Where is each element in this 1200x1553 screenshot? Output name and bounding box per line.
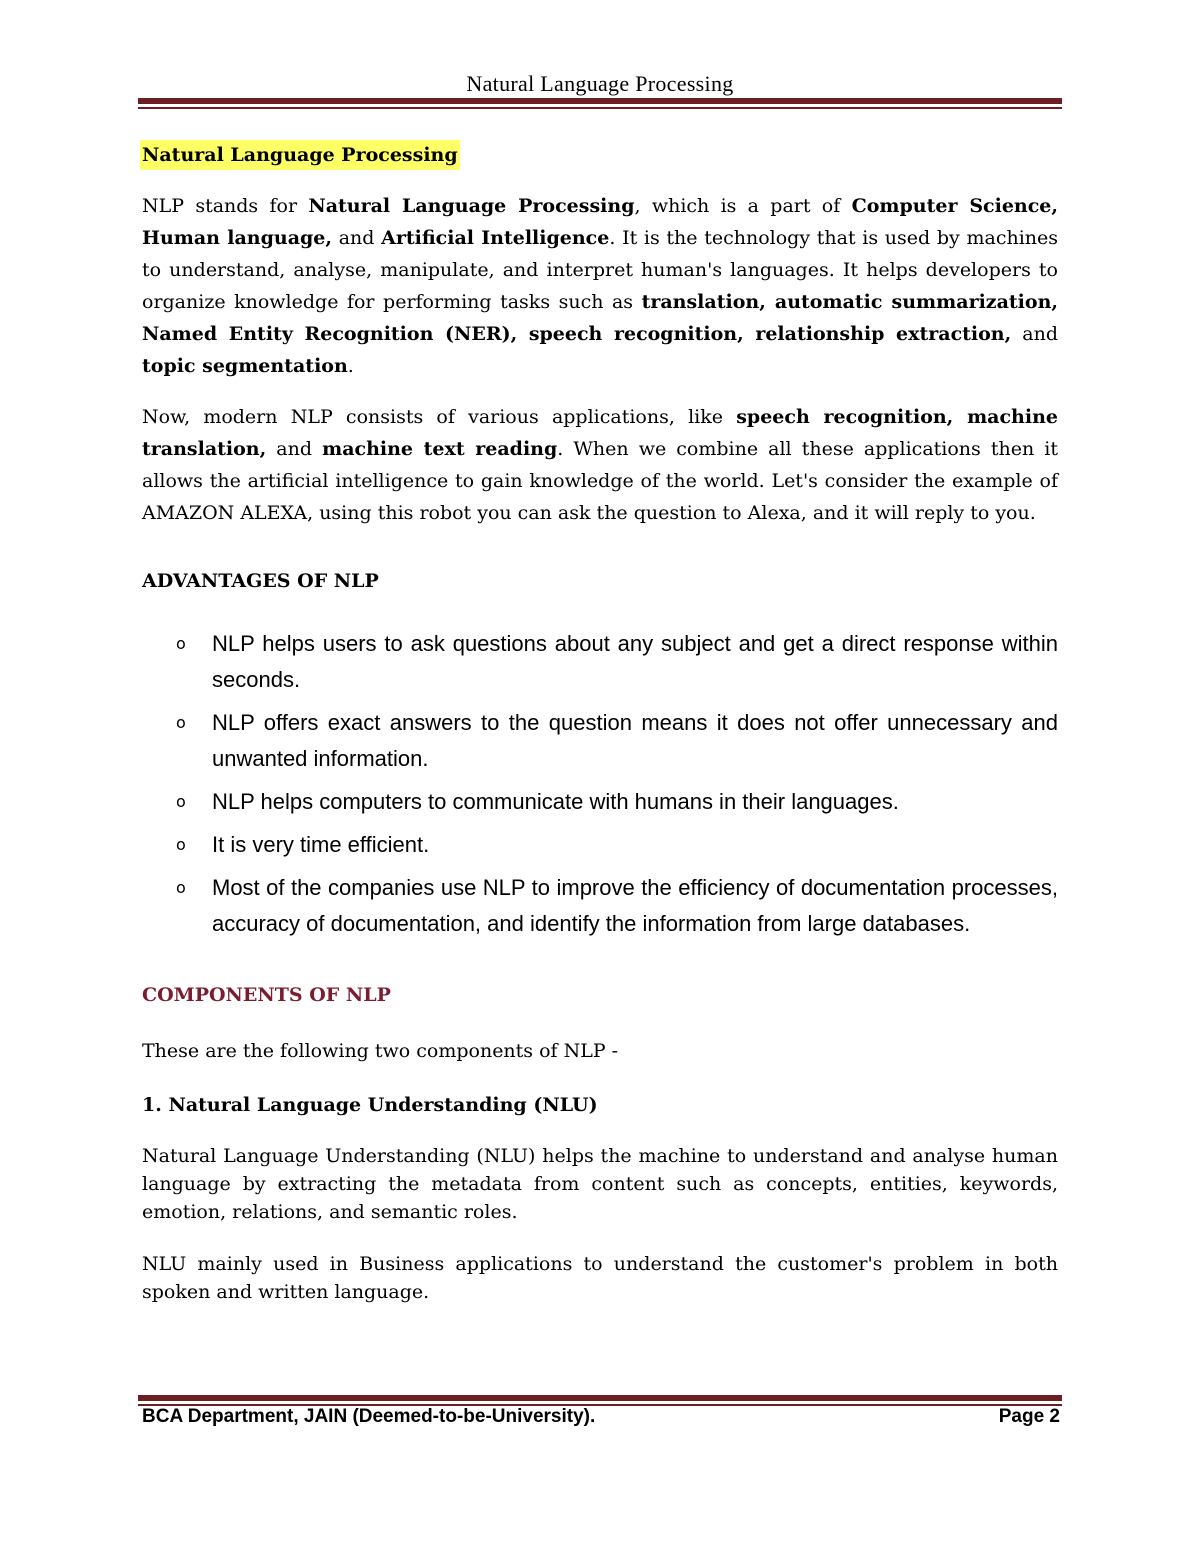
advantages-list — [142, 626, 1058, 942]
modern-nlp-paragraph: Now, modern NLP consists of various applications, like speech recognition, machine translation, and machine text reading. When we combine all these applications then it allows the artificial intelligence to gain knowledge of the world. Let's consider the example of AMAZON ALEXA, using this robot you can ask the question to Alexa, and it will reply to you. — [142, 406, 1058, 524]
page-title: Natural Language Processing — [140, 140, 460, 170]
page-number: Page 2 — [998, 1406, 1060, 1427]
running-header: Natural Language Processing — [466, 71, 734, 96]
nlu-heading: 1. Natural Language Understanding (NLU) — [142, 1094, 598, 1116]
intro-paragraph: NLP stands for Natural Language Processing, which is a part of Computer Science, Human language, and Artificial Intelligence. It is the technology that is used by machines to understand, analyse, manipulate, and interpret human's languages. It helps developers to organize knowledge for performing tasks such as translation, automatic summarization, Named Entity Recognition (NER), speech recognition, relationship extraction, and topic segmentation. — [142, 195, 1059, 377]
list-item: o NLP helps users to ask questions about any subject and get a direct response within seconds. — [142, 626, 1058, 698]
bullet-icon: o — [176, 713, 186, 732]
advantages-heading: ADVANTAGES OF NLP — [142, 570, 379, 592]
list-item: o Most of the companies use NLP to improve the efficiency of documentation processes, accuracy of documentation, and identify the information from large databases. — [142, 870, 1058, 942]
bullet-icon: o — [176, 835, 186, 854]
nlu-paragraph-1: Natural Language Understanding (NLU) helps the machine to understand and analyse human language by extracting the metadata from content such as concepts, entities, keywords, emotion, relations, and semantic roles. — [142, 1145, 1058, 1223]
bullet-icon: o — [176, 634, 186, 653]
footer-department: BCA Department, JAIN (Deemed-to-be-University). — [142, 1406, 596, 1427]
components-heading: COMPONENTS OF NLP — [142, 984, 391, 1006]
list-item: o NLP helps computers to communicate with humans in their languages. — [142, 784, 1058, 820]
header-rule-thin — [138, 107, 1062, 109]
nlu-paragraph-2: NLU mainly used in Business applications to understand the customer's problem in both spoken and written language. — [142, 1253, 1058, 1303]
header-rule — [138, 98, 1062, 104]
page-footer — [142, 1406, 1060, 1428]
list-item: o NLP offers exact answers to the question means it does not offer unnecessary and unwanted information. — [142, 705, 1058, 777]
list-item: o It is very time efficient. — [142, 827, 1058, 863]
components-intro: These are the following two components of NLP - — [142, 1040, 619, 1062]
bullet-icon: o — [176, 878, 186, 897]
footer-rule — [138, 1395, 1062, 1401]
bullet-icon: o — [176, 792, 186, 811]
page-body — [142, 140, 1058, 1306]
